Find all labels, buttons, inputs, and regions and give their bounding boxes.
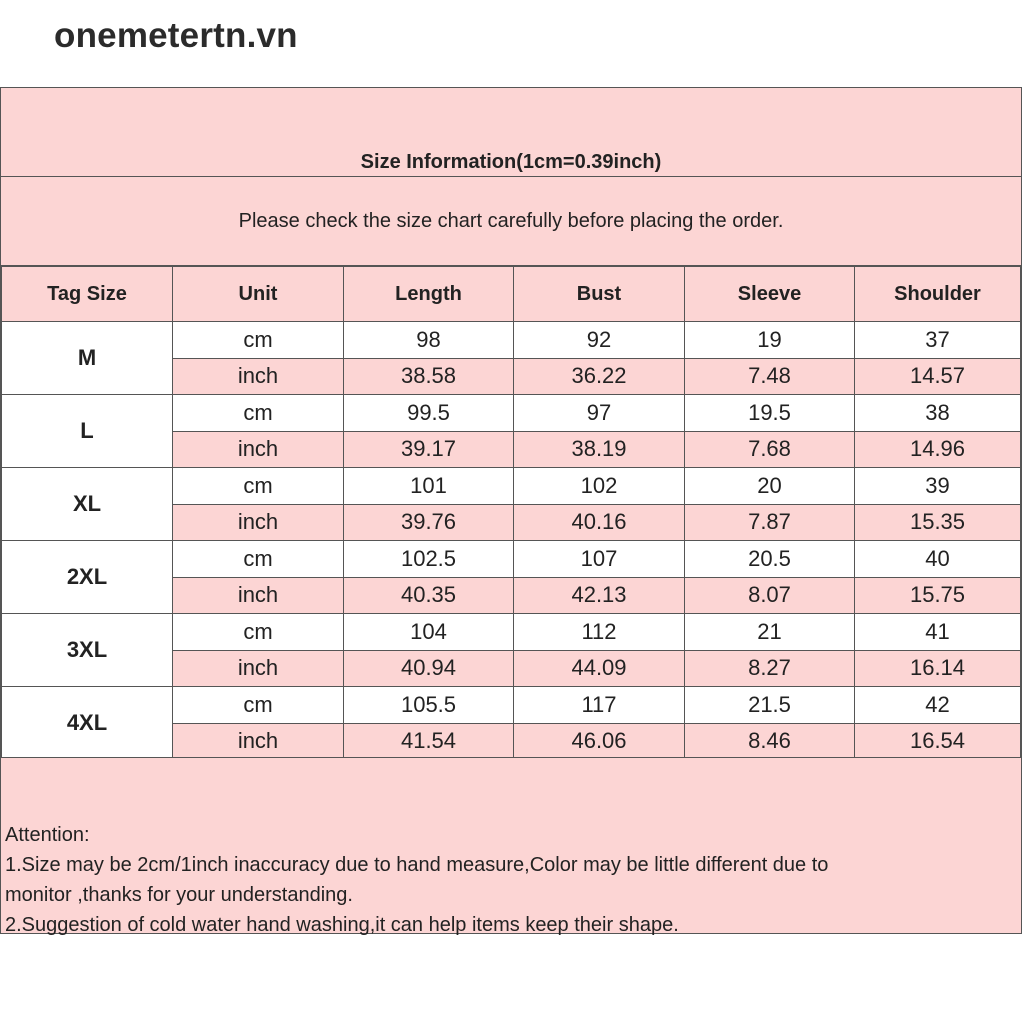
length-cell: 38.58 <box>344 358 514 395</box>
bust-cell: 40.16 <box>514 504 685 541</box>
unit-cell: inch <box>173 504 344 541</box>
length-cell: 40.94 <box>344 650 514 687</box>
size-chart-sheet <box>0 87 1022 934</box>
shoulder-cell: 37 <box>855 322 1021 359</box>
header-sleeve: Sleeve <box>685 267 855 322</box>
tag-size-cell: XL <box>2 468 173 541</box>
unit-cell: inch <box>173 577 344 614</box>
sleeve-cell: 7.68 <box>685 431 855 468</box>
table-row-cm <box>2 468 1021 505</box>
bust-cell: 117 <box>514 687 685 724</box>
bust-cell: 46.06 <box>514 723 685 760</box>
sleeve-cell: 21.5 <box>685 687 855 724</box>
table-row-cm <box>2 614 1021 651</box>
sleeve-cell: 7.87 <box>685 504 855 541</box>
bust-cell: 36.22 <box>514 358 685 395</box>
header-tag-size: Tag Size <box>2 267 173 322</box>
shoulder-cell: 39 <box>855 468 1021 505</box>
header-bust: Bust <box>514 267 685 322</box>
shoulder-cell: 14.57 <box>855 358 1021 395</box>
sleeve-cell: 19.5 <box>685 395 855 432</box>
length-cell: 39.17 <box>344 431 514 468</box>
unit-cell: cm <box>173 395 344 432</box>
tag-size-cell: 3XL <box>2 614 173 687</box>
attention-heading: Attention: <box>5 824 90 846</box>
unit-cell: inch <box>173 358 344 395</box>
bust-cell: 112 <box>514 614 685 651</box>
notice-text: Please check the size chart carefully before placing the order. <box>238 210 784 232</box>
tag-size-cell: 4XL <box>2 687 173 760</box>
size-table <box>1 266 1021 760</box>
attention-line-3: 2.Suggestion of cold water hand washing,it can help items keep their shape. <box>5 914 679 936</box>
watermark-text: onemetertn.vn <box>54 16 298 55</box>
shoulder-cell: 41 <box>855 614 1021 651</box>
table-row-cm <box>2 541 1021 578</box>
shoulder-cell: 40 <box>855 541 1021 578</box>
header-shoulder: Shoulder <box>855 267 1021 322</box>
unit-cell: inch <box>173 650 344 687</box>
shoulder-cell: 42 <box>855 687 1021 724</box>
bust-cell: 102 <box>514 468 685 505</box>
length-cell: 99.5 <box>344 395 514 432</box>
unit-cell: cm <box>173 322 344 359</box>
sleeve-cell: 8.46 <box>685 723 855 760</box>
unit-cell: inch <box>173 431 344 468</box>
header-unit: Unit <box>173 267 344 322</box>
table-row-cm <box>2 395 1021 432</box>
unit-cell: cm <box>173 614 344 651</box>
tag-size-cell: L <box>2 395 173 468</box>
notice-band <box>1 177 1021 266</box>
bust-cell: 44.09 <box>514 650 685 687</box>
unit-cell: cm <box>173 468 344 505</box>
length-cell: 105.5 <box>344 687 514 724</box>
length-cell: 104 <box>344 614 514 651</box>
attention-text <box>5 820 981 940</box>
length-cell: 41.54 <box>344 723 514 760</box>
attention-line-1: 1.Size may be 2cm/1inch inaccuracy due to hand measure,Color may be little different due to <box>5 854 829 876</box>
header-length: Length <box>344 267 514 322</box>
sleeve-cell: 20 <box>685 468 855 505</box>
bust-cell: 97 <box>514 395 685 432</box>
length-cell: 39.76 <box>344 504 514 541</box>
table-header-row <box>2 267 1021 322</box>
unit-cell: cm <box>173 541 344 578</box>
length-cell: 40.35 <box>344 577 514 614</box>
length-cell: 102.5 <box>344 541 514 578</box>
shoulder-cell: 15.35 <box>855 504 1021 541</box>
attention-band <box>1 757 1021 936</box>
sleeve-cell: 21 <box>685 614 855 651</box>
sleeve-cell: 20.5 <box>685 541 855 578</box>
bust-cell: 107 <box>514 541 685 578</box>
shoulder-cell: 16.54 <box>855 723 1021 760</box>
tag-size-cell: 2XL <box>2 541 173 614</box>
sleeve-cell: 8.07 <box>685 577 855 614</box>
table-row-cm <box>2 687 1021 724</box>
unit-cell: cm <box>173 687 344 724</box>
length-cell: 101 <box>344 468 514 505</box>
unit-cell: inch <box>173 723 344 760</box>
title-band <box>1 88 1021 177</box>
shoulder-cell: 38 <box>855 395 1021 432</box>
tag-size-cell: M <box>2 322 173 395</box>
bust-cell: 38.19 <box>514 431 685 468</box>
table-row-cm <box>2 322 1021 359</box>
length-cell: 98 <box>344 322 514 359</box>
size-info-title: Size Information(1cm=0.39inch) <box>360 151 662 173</box>
bust-cell: 42.13 <box>514 577 685 614</box>
shoulder-cell: 14.96 <box>855 431 1021 468</box>
sleeve-cell: 8.27 <box>685 650 855 687</box>
shoulder-cell: 16.14 <box>855 650 1021 687</box>
bust-cell: 92 <box>514 322 685 359</box>
sleeve-cell: 19 <box>685 322 855 359</box>
attention-line-2: monitor ,thanks for your understanding. <box>5 884 353 906</box>
shoulder-cell: 15.75 <box>855 577 1021 614</box>
sleeve-cell: 7.48 <box>685 358 855 395</box>
